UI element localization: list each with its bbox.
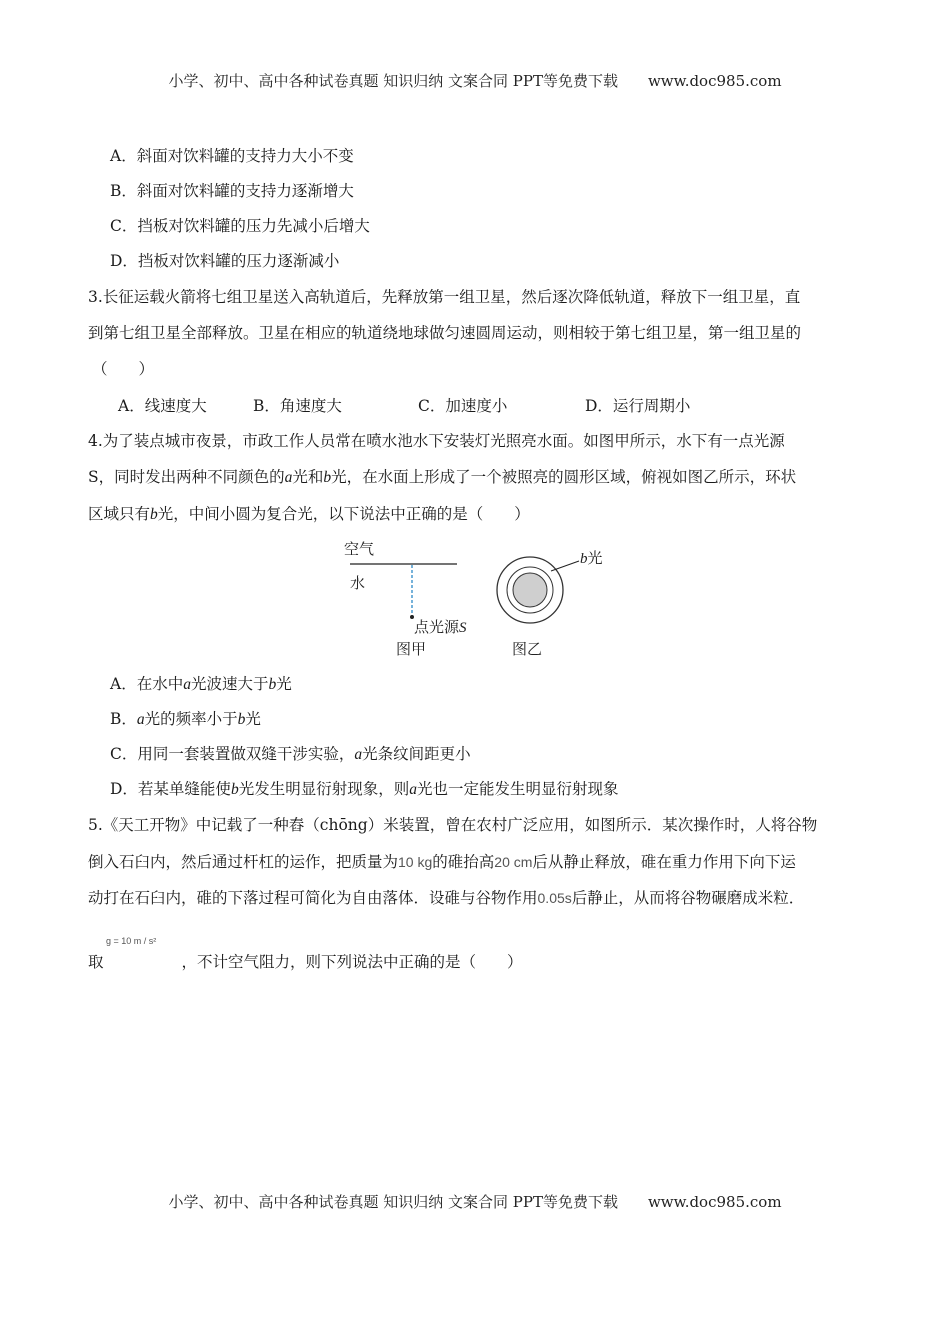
page-footer	[0, 1191, 950, 1212]
q2-option-b: B．斜面对饮料罐的支持力逐渐增大	[110, 182, 354, 200]
footer-text: 小学、初中、高中各种试卷真题 知识归纳 文案合同 PPT等免费下载	[168, 1193, 618, 1211]
g-value: g = 10 m / s²	[106, 936, 157, 946]
footer-site: www.doc985.com	[647, 1193, 782, 1211]
q5-line-1: 5.《天工开物》中记载了一种舂（chōng）米装置，曾在农村广泛应用，如图所示．某次操作时，人将谷物	[88, 816, 818, 834]
q5-line-2: 倒入石臼内，然后通过杆杠的运作，把质量为10 kg的碓抬高20 cm后从静止释放，碓在重力作用下向下运	[88, 853, 796, 871]
fig-b-light-label: b光	[580, 549, 603, 567]
q5-line-3: 动打在石臼内，碓的下落过程可简化为自由落体．设碓与谷物作用0.05s后静止，从而将谷物碾磨成米粒．	[88, 889, 805, 907]
time-value: 0.05s	[537, 890, 572, 906]
q4-option-a: A．在水中a光波速大于b光	[110, 675, 292, 693]
header-text: 小学、初中、高中各种试卷真题 知识归纳 文案合同 PPT等免费下载	[168, 72, 618, 90]
q2-option-a: A．斜面对饮料罐的支持力大小不变	[110, 147, 354, 165]
q4-line-2: S，同时发出两种不同颜色的a光和b光，在水面上形成了一个被照亮的圆形区域，俯视如图乙所示，环状	[88, 468, 797, 486]
q3-line-1: 3.长征运载火箭将七组卫星送入高轨道后，先释放第一组卫星，然后逐次降低轨道，释放下一组卫星，直	[88, 288, 801, 306]
q3-line-2: 到第七组卫星全部释放。卫星在相应的轨道绕地球做匀速圆周运动，则相较于第七组卫星，第一组卫星的	[88, 324, 802, 342]
mass-value: 10 kg	[398, 854, 433, 870]
inner-circle	[513, 573, 547, 607]
q4-option-d: D．若某单缝能使b光发生明显衍射现象，则a光也一定能发生明显衍射现象	[110, 780, 619, 798]
q4-line-1: 4.为了装点城市夜景，市政工作人员常在喷水池水下安装灯光照亮水面。如图甲所示，水下有一点光源	[88, 432, 785, 450]
q2-option-c: C．挡板对饮料罐的压力先减小后增大	[110, 217, 370, 235]
q4-option-b: B．a光的频率小于b光	[110, 710, 261, 728]
fig-water-label: 水	[350, 574, 366, 592]
b-light-pointer	[551, 561, 579, 571]
q3-option-d: D．运行周期小	[585, 397, 691, 415]
fig-source-label: 点光源S	[414, 618, 467, 636]
height-value: 20 cm	[494, 854, 533, 870]
q3-bracket: （ ）	[92, 360, 155, 378]
q4-option-c: C．用同一套装置做双缝干涉实验，a光条纹间距更小	[110, 745, 471, 763]
fig-air-label: 空气	[344, 540, 375, 558]
q4-line-3: 区域只有b光，中间小圆为复合光，以下说法中正确的是（ ）	[88, 505, 530, 523]
q4-figure	[330, 533, 630, 663]
q3-option-c: C．加速度小	[418, 397, 508, 415]
fig-yi-caption: 图乙	[512, 640, 543, 658]
q3-option-b: B．角速度大	[253, 397, 342, 415]
header-site: www.doc985.com	[647, 72, 782, 90]
fig-jia-caption: 图甲	[396, 640, 427, 658]
page-header	[0, 70, 950, 91]
q2-option-d: D．挡板对饮料罐的压力逐渐减小	[110, 252, 340, 270]
q5-line-4: 取 ，不计空气阻力，则下列说法中正确的是（ ）	[88, 953, 523, 971]
q3-option-a: A．线速度大	[118, 397, 207, 415]
